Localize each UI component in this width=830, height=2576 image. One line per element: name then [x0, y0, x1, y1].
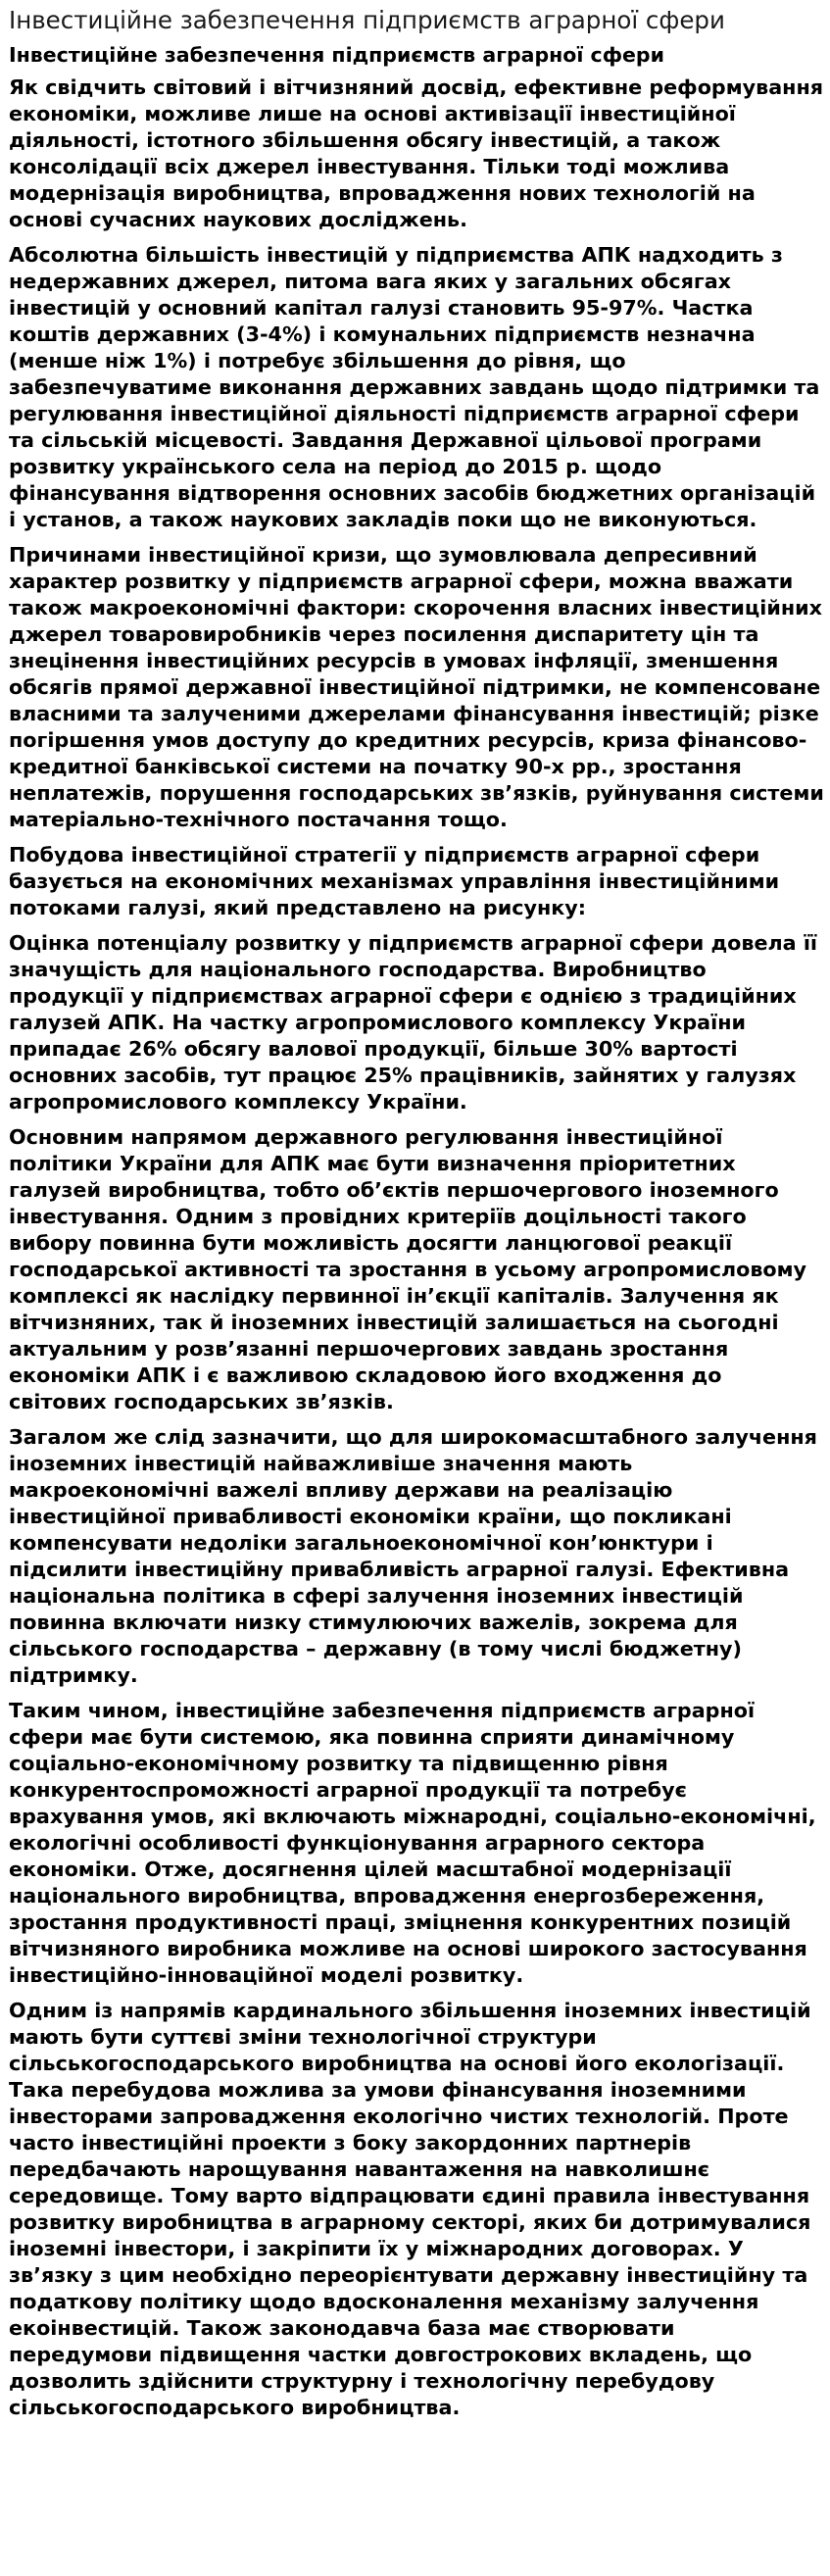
paragraph-7: Загалом же слід зазначити, що для широкомасштабного залучення іноземних інвестицій найважливіше значення мають макроекономічні важелі впливу держави на реалізацію інвестиційної привабливості економіки країни, що покликані компенсувати недоліки загальноекономічної кон’юнктури і підсилити інвестиційну привабливість аграрної галузі. Ефективна національна політика в сфері залучення іноземних інвестицій повинна включати низку стимулюючих важелів, зокрема для сільського господарства – державну (в тому числі бюджетну) підтримку.: [9, 1425, 817, 1687]
paragraph-3: Причинами інвестиційної кризи, що зумовлювала депресивний характер розвитку у підприємств аграрної сфери, можна вважати також макроекономічні фактори: скорочення власних інвестиційних джерел товаровиробників через посилення диспаритету цін та знецінення інвестиційних ресурсів в умовах інфляції, зменшення обсягів прямої державної інвестиційної підтримки, не компенсоване власними та залученими джерелами фінансування інвестицій; різке погіршення умов доступу до кредитних ресурсів, криза фінансово-кредитної банківської системи на початку 90-х рр., зростання неплатежів, порушення господарських зв’язків, руйнування системи матеріально-технічного постачання тощо.: [9, 543, 824, 831]
document-page: [9, 4, 824, 2430]
paragraph-8: Таким чином, інвестиційне забезпечення підприємств аграрної сфери має бути системою, яка повинна сприяти динамічному соціально-економічному розвитку та підвищенню рівня конкурентоспроможності аграрної продукції та потребує врахування умов, які включають міжнародні, соціально-економічні, екологічні особливості функціонування аграрного сектора економіки. Отже, досягнення цілей масштабної модернізації національного виробництва, впровадження енергозбереження, зростання продуктивності праці, зміцнення конкурентних позицій вітчизняного виробника можливе на основі широкого застосування інвестиційно-інноваційної моделі розвитку.: [9, 1699, 816, 1987]
paragraph-2: Абсолютна більшість інвестицій у підприємства АПК надходить з недержавних джерел, питома вага яких у загальних обсягах інвестицій у основний капітал галузі становить 95-97%. Частка коштів державних (3-4%) і комунальних підприємств незначна (менше ніж 1%) і потребує збільшення до рівня, що забезпечуватиме виконання державних завдань щодо підтримки та регулювання інвестиційної діяльності підприємств аграрної сфери та сільській місцевості. Завдання Державної цільової програми розвитку українського села на період до 2015 р. щодо фінансування відтворення основних засобів бюджетних організацій і установ, а також наукових закладів поки що не виконуються.: [9, 243, 820, 531]
paragraph-4: Побудова інвестиційної стратегії у підприємств аграрної сфери базується на економічних механізмах управління інвестиційними потоками галузі, який представлено на рисунку:: [9, 843, 780, 919]
paragraph-5: Оцінка потенціалу розвитку у підприємств аграрної сфери довела її значущість для національного господарства. Виробництво продукції у підприємствах аграрної сфери є однією з традиційних галузей АПК. На частку агропромислового комплексу України припадає 26% обсягу валової продукції, більше 30% вартості основних засобів, тут працює 25% працівників, зайнятих у галузях агропромислового комплексу України.: [9, 931, 818, 1114]
paragraph-9: Одним із напрямів кардинального збільшення іноземних інвестицій мають бути суттєві зміни технологічної структури сільськогосподарського виробництва на основі його екологізації. Така перебудова можлива за умови фінансування іноземними інвесторами запровадження екологічно чистих технологій. Проте часто інвестиційні проекти з боку закордонних партнерів передбачають нарощування навантаження на навколишнє середовище. Тому варто відпрацювати єдині правила інвестування розвитку виробництва в аграрному секторі, яких би дотримувалися іноземні інвестори, і закріпити їх у міжнародних договорах. У зв’язку з цим необхідно переорієнтувати державну інвестиційну та податкову політику щодо вдосконалення механізму залучення екоінвестицій. Також законодавча база має створювати передумови підвищення частки довгострокових вкладень, що дозволить здійснити структурну і технологічну перебудову сільськогосподарського виробництва.: [9, 1999, 811, 2419]
article-heading: Інвестиційне забезпечення підприємств аграрної сфери: [9, 43, 664, 67]
paragraph-1: Як свідчить світовий і вітчизняний досвід, ефективне реформування економіки, можливе лише на основі активізації інвестиційної діяльності, істотного збільшення обсягу інвестицій, а також консолідації всіх джерел інвестування. Тільки тоді можлива модернізація виробництва, впровадження нових технологій на основі сучасних наукових досліджень.: [9, 75, 824, 231]
paragraph-6: Основним напрямом державного регулювання інвестиційної політики України для АПК має бути визначення пріоритетних галузей виробництва, тобто об’єктів першочергового іноземного інвестування. Одним з провідних критеріїв доцільності такого вибору повинна бути можливість досягти ланцюгової реакції господарської активності та зростання в усьому агропромисловому комплексі як наслідку первинної ін’єкції капіталів. Залучення як вітчизняних, так й іноземних інвестицій залишається на сьогодні актуальним у розв’язанні першочергових завдань зростання економіки АПК і є важливою складовою його входження до світових господарських зв’язків.: [9, 1125, 807, 1413]
page-title: Інвестиційне забезпечення підприємств аграрної сфери: [9, 6, 725, 34]
